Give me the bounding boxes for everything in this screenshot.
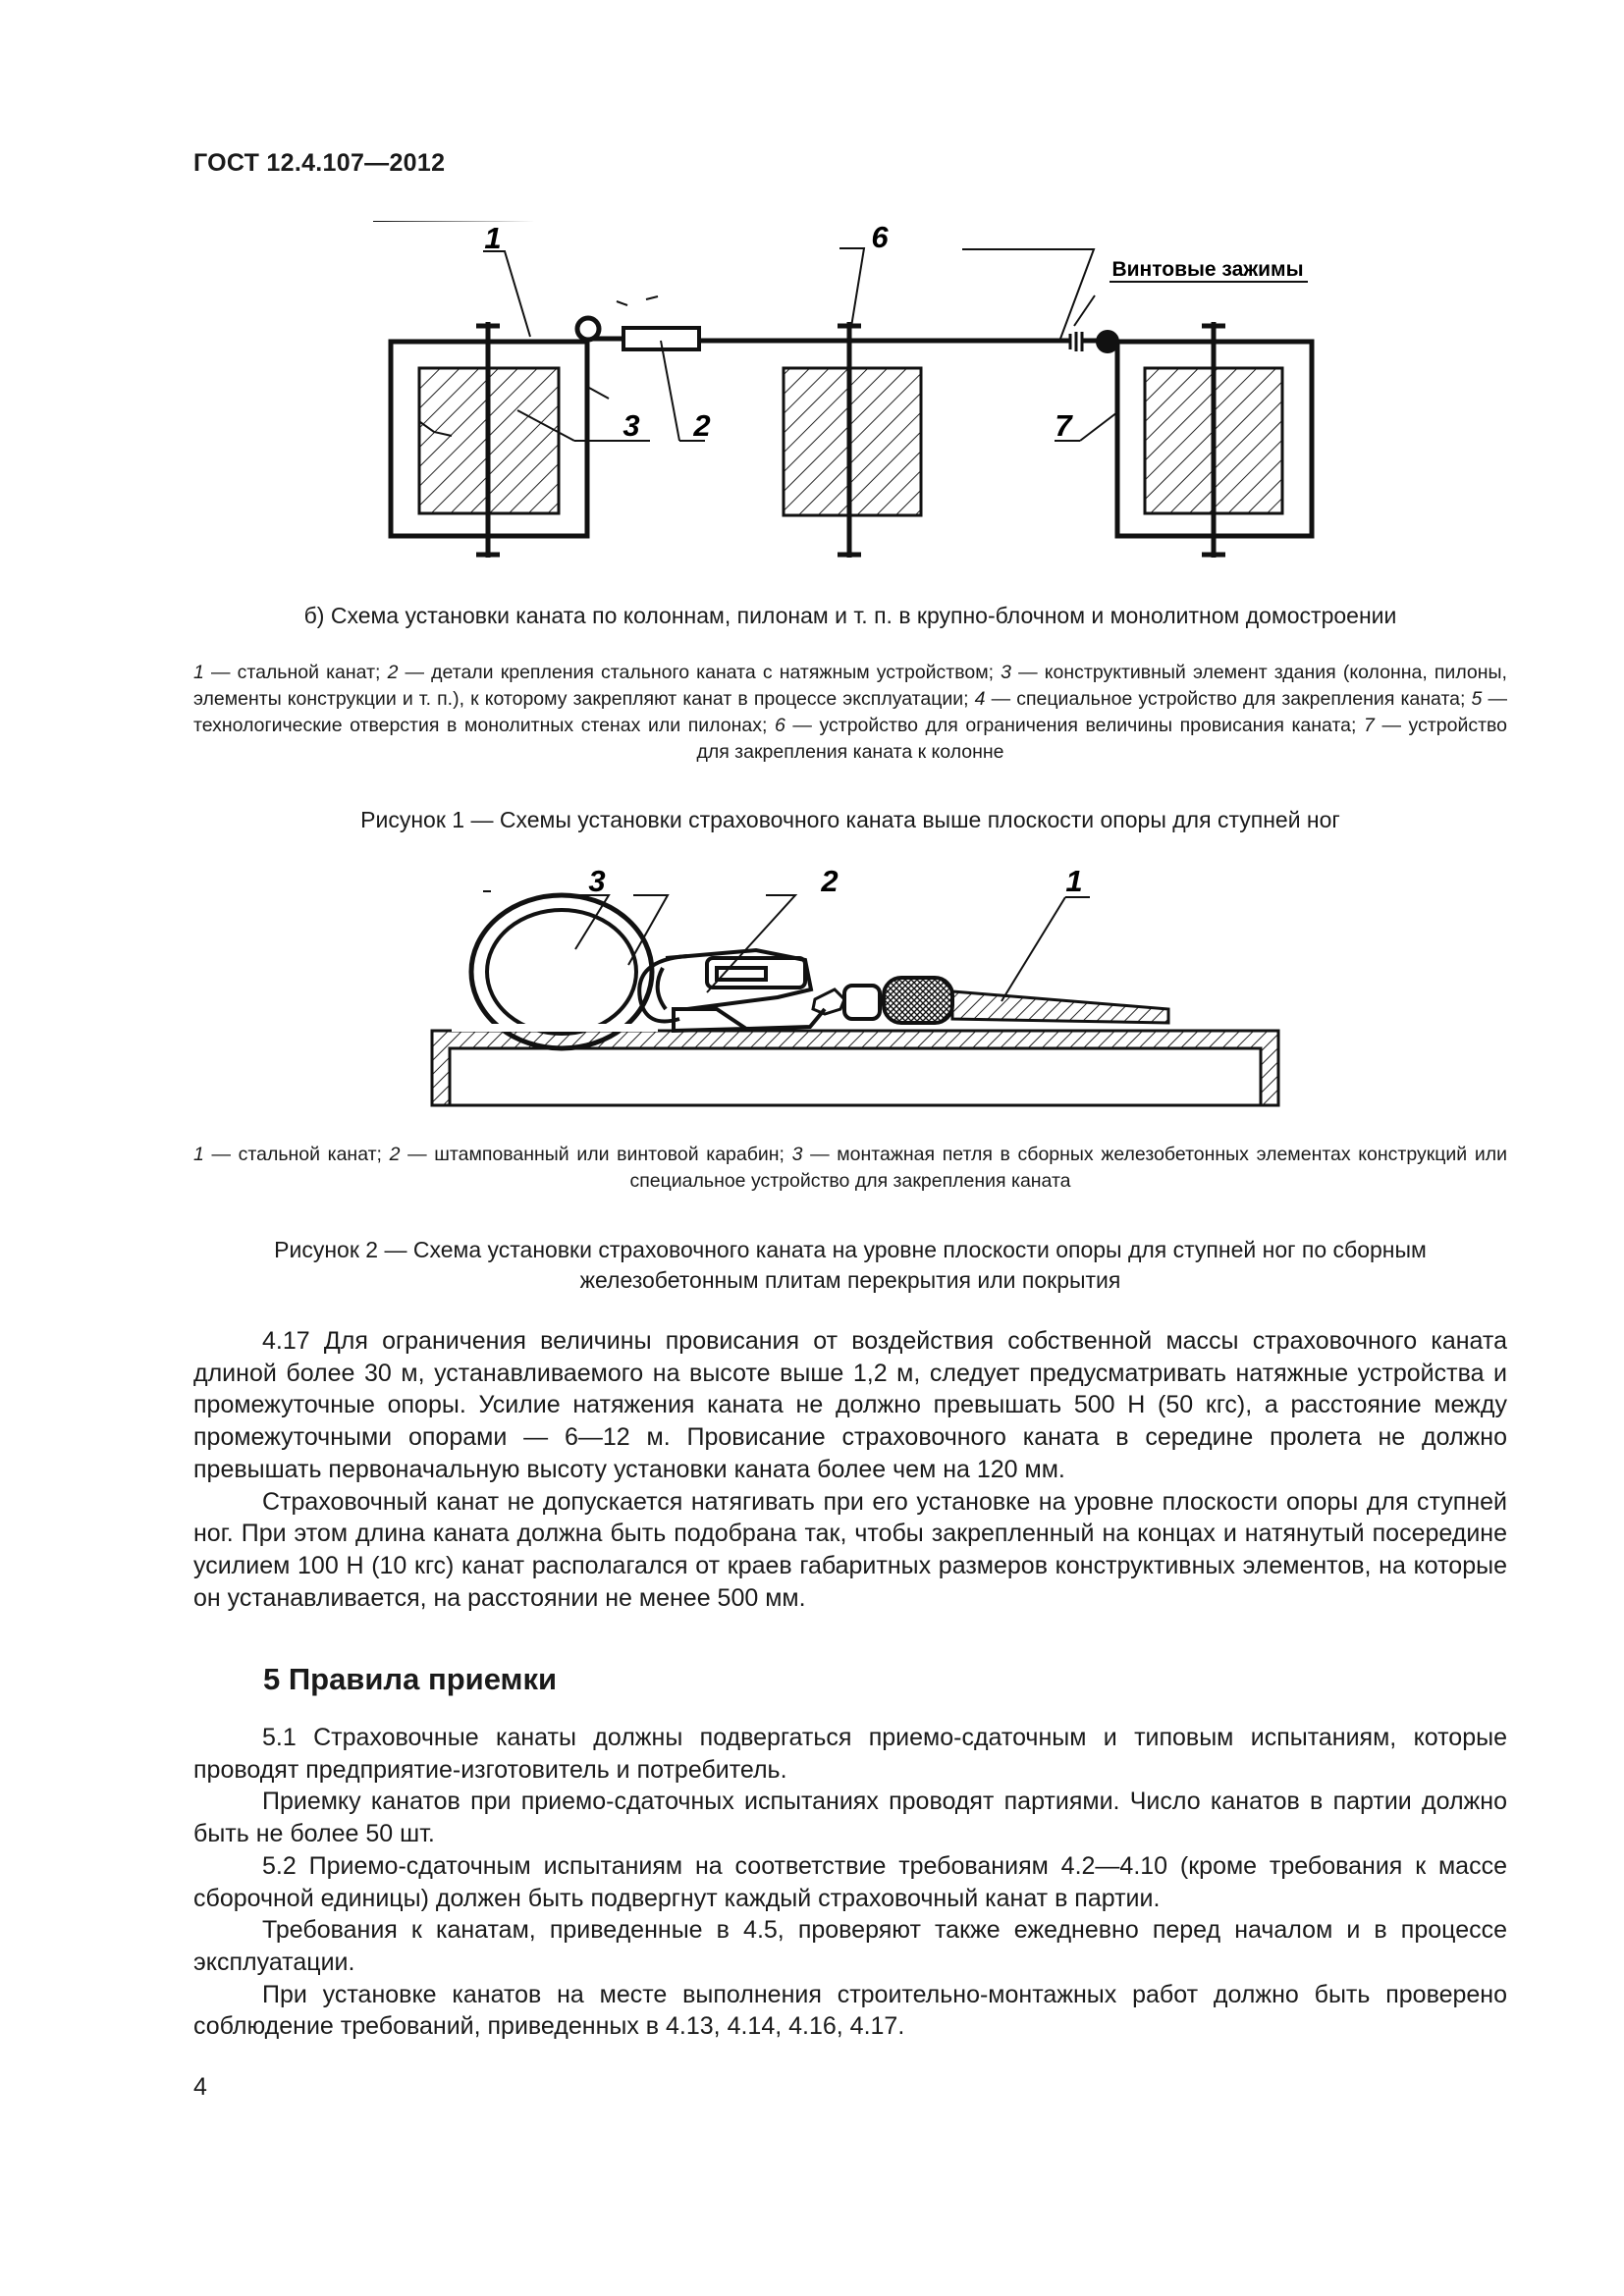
paragraph: Приемку канатов при приемо-сдаточных испытаниях проводят партиями. Число канатов в партии должно быть не более 50 шт. xyxy=(193,1788,1507,1848)
paragraph: 5.1 Страховочные канаты должны подвергаться приемо-сдаточным и типовым испытаниям, которые проводят предприятие-изготовитель и потребитель. xyxy=(193,1724,1507,1784)
mounting-loop xyxy=(452,895,658,1048)
callout-2: 2 xyxy=(693,408,711,443)
figure-1-legend: 1 — стальной канат; 2 — детали крепления стального каната с натяжным устройством; 3 — конструктивный элемент здания (колонна, пилоны, элементы конструкции и т. п.), к которому закрепляют канат в процессе эксплуатации; 4 — специальное устройство для закрепления каната; 5 — технологические отверстия в монолитных стенах или пилонах; 6 — устройство для ограничения величины провисания каната; 7 — устройство для закрепления каната к колонне xyxy=(193,662,1508,763)
callout-3: 3 xyxy=(623,408,640,443)
carabiner xyxy=(639,950,825,1031)
figure-1b-caption: б) Схема установки каната по колоннам, пилонам и т. п. в крупно-блочном и монолитном домостроении xyxy=(303,603,1397,628)
paragraph: Требования к канатам, приведенные в 4.5, проверяют также ежедневно перед началом и в процессе эксплуатации. xyxy=(193,1916,1507,1976)
section-heading: 5 Правила приемки xyxy=(263,1662,558,1696)
paragraph: 5.2 Приемо-сдаточным испытаниям на соответствие требованиям 4.2—4.10 (кроме требования к массе сборочной единицы) должен быть подвергнут каждый страховочный канат в партии. xyxy=(193,1851,1507,1912)
left-column xyxy=(391,322,587,558)
fig2-callout-1: 1 xyxy=(1065,864,1083,898)
body-text-a xyxy=(193,1325,1507,1614)
clamps-label: Винтовые зажимы xyxy=(1111,258,1304,281)
body-text-b xyxy=(193,1722,1507,2043)
rope-end xyxy=(813,978,1168,1023)
figure-2-diagram xyxy=(422,862,1286,1107)
page-number: 4 xyxy=(193,2073,207,2101)
paragraph: При установке канатов на месте выполнения строительно-монтажных работ должно быть проверено соблюдение требований, приведенных в 4.13, 4.14, 4.16, 4.17. xyxy=(193,1980,1507,2041)
figure-2-legend: 1 — стальной канат; 2 — штампованный или винтовой карабин; 3 — монтажная петля в сборных железобетонных элементах конструкций или специальное устройство для закрепления каната xyxy=(193,1144,1507,1192)
floor-slab xyxy=(432,1031,1278,1105)
right-column xyxy=(1117,322,1312,558)
figure-1-title: Рисунок 1 — Схемы установки страховочного каната выше плоскости опоры для ступней ног xyxy=(360,807,1340,832)
middle-column xyxy=(784,322,921,558)
callout-6: 6 xyxy=(871,221,889,254)
figure-1b-diagram xyxy=(373,221,1335,574)
paragraph: 4.17 Для ограничения величины провисания от воздействия собственной массы страховочного каната длиной более 30 м, устанавливаемого на высоте выше 1,2 м, следует предусматривать натяжные устройства и промежуточные опоры. Усилие натяжения каната не должно превышать 500 Н (50 кгс), а расстояние между промежуточными опорами — 6—12 м. Провисание страховочного каната в середине пролета не должно превышать первоначальную высоту установки каната более чем на 120 мм. xyxy=(193,1327,1507,1483)
callout-1: 1 xyxy=(484,221,502,255)
figure-2-leaders xyxy=(483,891,795,992)
document-header: ГОСТ 12.4.107—2012 xyxy=(193,149,446,177)
fig2-callout-2: 2 xyxy=(821,864,839,898)
figure-2-title: Рисунок 2 — Схема установки страховочного каната на уровне плоскости опоры для ступней ног по сборным железобетонным плитам перекрытия или покрытия xyxy=(274,1237,1427,1293)
callout-7: 7 xyxy=(1055,408,1072,443)
paragraph: Страховочный канат не допускается натягивать при его установке на уровне плоскости опоры для ступней ног. При этом длина каната должна быть подобрана так, чтобы закрепленный на концах и натянутый посередине усилием 100 Н (10 кгс) канат располагался от краев габаритных размеров конструктивных элементов, на которые он устанавливается, на расстоянии не менее 500 мм. xyxy=(193,1487,1507,1612)
fig2-callout-3: 3 xyxy=(588,864,606,898)
